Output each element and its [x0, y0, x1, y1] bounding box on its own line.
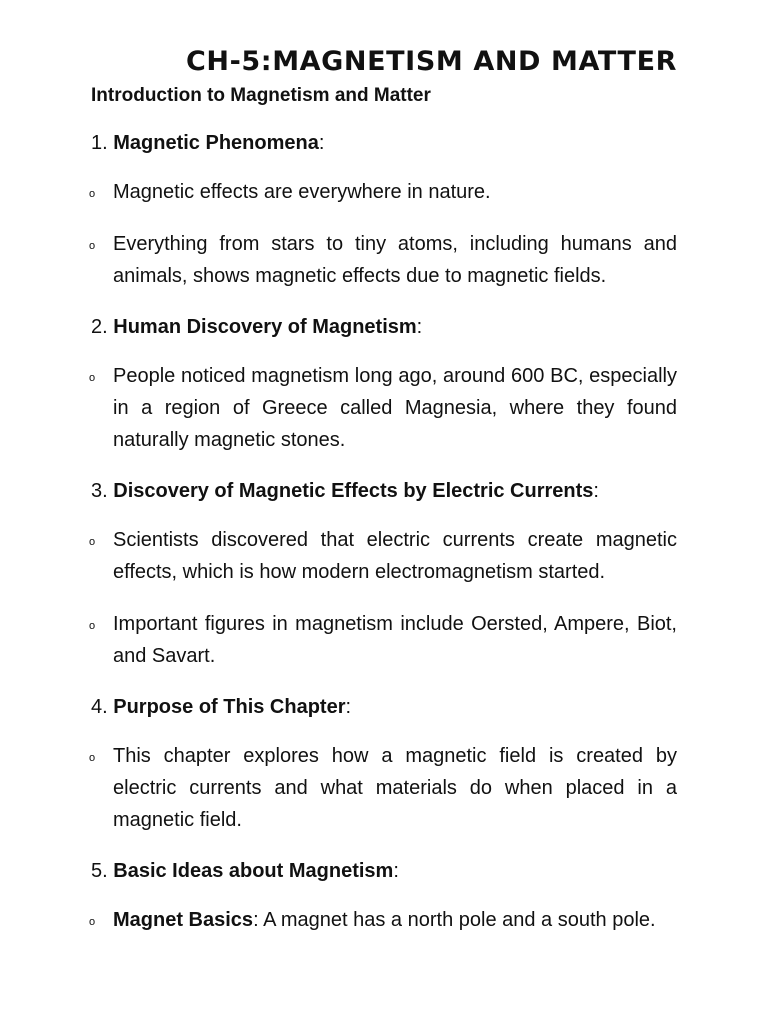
section-heading: [91, 478, 677, 504]
bullet-marker-icon: o: [89, 240, 96, 252]
bullet-item: [91, 228, 677, 292]
section-heading: [91, 130, 677, 156]
section-number: 1.: [91, 132, 108, 154]
section-heading: [91, 314, 677, 340]
bullet-item: [91, 524, 677, 588]
heading-suffix: :: [393, 860, 399, 882]
bullet-marker-icon: o: [89, 536, 96, 548]
section-heading-text: Basic Ideas about Magnetism: [113, 860, 394, 882]
section-number: 2.: [91, 316, 108, 338]
section-heading-text: Purpose of This Chapter: [113, 696, 346, 718]
bullet-text: : A magnet has a north pole and a south pole.: [253, 909, 656, 931]
section-heading: [91, 858, 677, 884]
bullet-text: Important figures in magnetism include Oersted, Ampere, Biot, and Savart.: [113, 613, 677, 667]
heading-suffix: :: [318, 132, 325, 154]
bullet-term: Magnet Basics: [113, 909, 254, 931]
bullet-text: People noticed magnetism long ago, around 600 BC, especially in a region of Greece called Magnesia, where they found naturally magnetic stones.: [113, 365, 677, 451]
section-heading-text: Human Discovery of Magnetism: [113, 316, 417, 338]
bullet-text: Magnetic effects are everywhere in nature.: [113, 181, 491, 203]
section-number: 3.: [91, 480, 108, 502]
section-1: [91, 130, 677, 292]
heading-suffix: :: [416, 316, 423, 338]
heading-suffix: :: [345, 696, 352, 718]
section-heading: [91, 694, 677, 720]
section-2: [91, 314, 677, 456]
bullet-item: [91, 608, 677, 672]
page-title: CH-5:MAGNETISM AND MATTER: [186, 46, 678, 77]
section-number: 5.: [91, 860, 108, 882]
bullet-item: [91, 176, 677, 208]
bullet-marker-icon: o: [89, 188, 96, 200]
bullet-marker-icon: o: [89, 620, 96, 632]
section-5: [91, 858, 677, 936]
bullet-text: This chapter explores how a magnetic field is created by electric currents and what materials do when placed in a magnetic field.: [113, 745, 677, 831]
bullet-marker-icon: o: [89, 372, 96, 384]
section-4: [91, 694, 677, 836]
document-page: [91, 44, 677, 936]
bullet-text: Scientists discovered that electric currents create magnetic effects, which is how modern electromagnetism started.: [113, 529, 677, 583]
bullet-item: [91, 360, 677, 456]
section-3: [91, 478, 677, 672]
section-heading-text: Discovery of Magnetic Effects by Electric Currents: [113, 480, 594, 502]
heading-suffix: :: [593, 480, 599, 502]
section-number: 4.: [91, 696, 108, 718]
bullet-item: [91, 904, 677, 936]
bullet-marker-icon: o: [89, 752, 96, 764]
section-subtitle: Introduction to Magnetism and Matter: [91, 85, 431, 106]
bullet-marker-icon: o: [89, 916, 96, 928]
section-heading-text: Magnetic Phenomena: [113, 132, 319, 154]
bullet-text: Everything from stars to tiny atoms, including humans and animals, shows magnetic effects due to magnetic fields.: [113, 233, 677, 287]
bullet-item: [91, 740, 677, 836]
